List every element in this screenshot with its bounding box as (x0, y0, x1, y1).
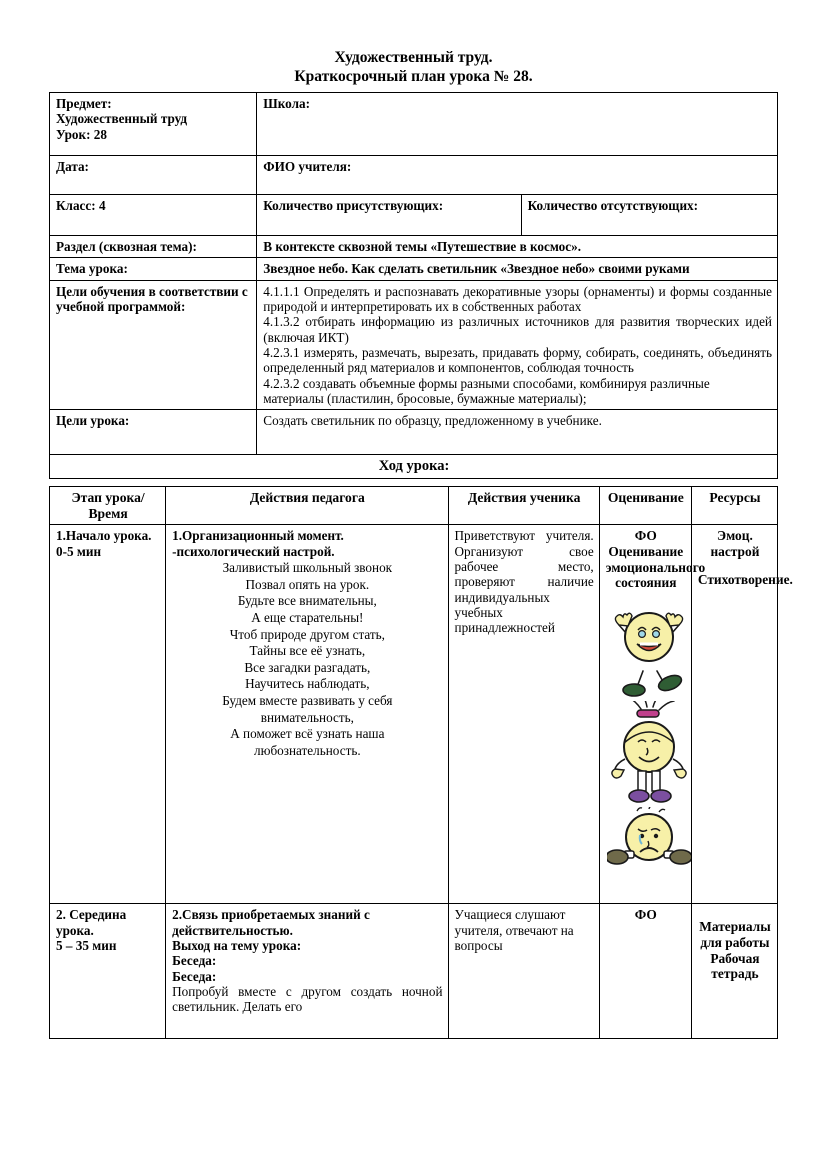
objective-item: 4.1.3.2 отбирать информацию из различных источников для развития творческих идей (включая ИКТ) (263, 314, 772, 345)
poem-line: А поможет всё узнать наша (230, 726, 385, 742)
title-line-2: Краткосрочный план урока № 28. (294, 68, 533, 85)
subject-label: Предмет: (56, 96, 112, 111)
resource-item: Рабочая тетрадь (710, 950, 760, 982)
assessment-code: ФО (634, 907, 657, 923)
stage-time: 0-5 мин (56, 543, 102, 559)
resource-item: Эмоц. настрой (710, 528, 760, 560)
student-actions-text: Учащиеся слушают учителя, отвечают на вопросы (454, 907, 574, 954)
table-header-row (50, 486, 778, 525)
poem-block (172, 560, 442, 760)
table-row (50, 258, 778, 280)
objective-item: 4.2.3.2 создавать объемные формы разными способами, комбинируя различные материалы (пластилин, бросовые, бумажные материалы); (263, 375, 710, 406)
lesson-goals-label-cell (50, 410, 257, 455)
table-spacer (49, 479, 778, 486)
table-row (50, 904, 778, 1039)
lesson-goals-label: Цели урока: (56, 413, 130, 429)
section-label: Раздел (сквозная тема): (56, 239, 197, 254)
teacher-name-label: ФИО учителя: (263, 159, 352, 174)
assessment-text: Оценивание эмоционального состояния (605, 544, 706, 591)
teacher-name-cell (257, 156, 778, 195)
stage-cell (50, 525, 166, 904)
absent-count-label: Количество отсутствующих: (527, 198, 699, 213)
poem-line: Тайны все её узнать, (249, 643, 366, 659)
subject-cell (50, 93, 257, 156)
column-header-stage: Этап урока/ Время (50, 486, 166, 525)
student-actions-cell (448, 904, 599, 1039)
resource-item: Стихотворение. (697, 571, 793, 587)
teacher-actions-cell (166, 904, 448, 1039)
objective-item: 4.2.3.1 измерять, размечать, вырезать, придавать форму, собирать, соединять, объединять определенный ряд материалов и компонентов, соблюдая точность (263, 344, 772, 376)
teacher-subheading: Выход на тему урока: (172, 938, 302, 954)
stage-name: 1.Начало урока. (56, 528, 152, 544)
teacher-heading: 1.Организационный момент. (172, 528, 344, 544)
resources-cell (691, 525, 793, 904)
resource-item: Материалы для работы (699, 919, 771, 951)
poem-line: внимательность, (260, 709, 354, 725)
poem-line: Позвал опять на урок. (245, 576, 370, 592)
sad-character-icon (607, 807, 691, 871)
poem-line: Чтоб природе другом стать, (229, 626, 385, 642)
course-header-cell (50, 455, 778, 479)
mood-illustrations (606, 597, 692, 871)
poem-line: Будьте все внимательны, (237, 593, 377, 609)
objective-item: 4.1.1.1 Определять и распознавать декоративные узоры (орнаменты) и формы созданные природой и интерпретировать их в собственных работах (263, 283, 772, 314)
poem-line: любознательность. (254, 742, 361, 758)
column-header-assessment: Оценивание (599, 486, 691, 525)
column-header-teacher: Действия педагога (166, 486, 448, 525)
column-header-resources: Ресурсы (691, 486, 777, 525)
resource-spacer (698, 907, 772, 919)
objectives-label-cell (50, 280, 257, 410)
student-actions-cell (448, 525, 599, 904)
topic-value: Звездное небо. Как сделать светильник «Звездное небо» своими руками (263, 261, 690, 277)
table-row (50, 156, 778, 195)
topic-label-cell (50, 258, 257, 280)
teacher-talk-heading: Беседа: (172, 953, 217, 969)
teacher-body-text: Попробуй вместе с другом создать ночной светильник. Делать его (172, 984, 443, 1015)
date-cell (50, 156, 257, 195)
lesson-course-table (49, 486, 793, 1040)
objectives-label: Цели обучения в соответствии с учебной программой: (56, 283, 248, 314)
title-line-1: Художественный труд. (334, 49, 493, 66)
resource-spacer (698, 560, 772, 572)
course-header: Ход урока: (378, 458, 450, 475)
resources-cell (691, 904, 777, 1039)
lesson-info-table (49, 92, 778, 479)
present-count-cell (257, 195, 521, 236)
subject-value: Художественный труд (56, 111, 188, 127)
poem-line: Научитесь наблюдать, (245, 676, 370, 692)
stage-time: 5 – 35 мин (56, 938, 117, 954)
teacher-heading: 2.Связь приобретаемых знаний с действительностью. (172, 907, 370, 938)
section-value-cell (257, 236, 778, 258)
assessment-cell (599, 904, 691, 1039)
section-label-cell (50, 236, 257, 258)
class-cell (50, 195, 257, 236)
present-count-label: Количество присутствующих: (263, 198, 444, 213)
calm-character-icon (607, 701, 691, 807)
lesson-goals-value-cell (257, 410, 778, 455)
assessment-cell (599, 525, 706, 904)
teacher-subheading: -психологический настрой. (172, 543, 335, 559)
teacher-talk-heading-2: Беседа: (172, 968, 217, 984)
table-row (50, 525, 778, 904)
school-cell (257, 93, 778, 156)
page-title (49, 48, 778, 86)
column-header-student: Действия ученика (448, 486, 599, 525)
stage-name: 2. Середина урока. (56, 907, 127, 938)
poem-line: Будем вместе развивать у себя (222, 693, 393, 709)
class-label: Класс: 4 (56, 198, 106, 213)
school-label: Школа: (263, 96, 310, 111)
date-label: Дата: (56, 159, 89, 174)
poem-line: Все загадки разгадать, (244, 659, 371, 675)
lesson-goals-value: Создать светильник по образцу, предложенному в учебнике. (263, 413, 602, 429)
lesson-number: Урок: 28 (56, 126, 107, 142)
section-value: В контексте сквозной темы «Путешествие в космос». (263, 239, 582, 254)
topic-label: Тема урока: (56, 261, 128, 277)
table-row (50, 280, 778, 410)
objectives-value-cell (257, 280, 778, 410)
absent-count-cell (521, 195, 777, 236)
table-row (50, 236, 778, 258)
topic-value-cell (257, 258, 778, 280)
table-row (50, 455, 778, 479)
teacher-actions-cell (166, 525, 448, 904)
poem-line: Заливистый школьный звонок (222, 560, 393, 576)
stage-cell (50, 904, 166, 1039)
table-row (50, 410, 778, 455)
table-row (50, 195, 778, 236)
table-row (50, 93, 778, 156)
poem-line: А еще старательны! (251, 609, 364, 625)
happy-character-icon (607, 597, 691, 701)
student-actions-text: Приветствуют учителя. Организуют свое рабочее место, проверяют наличие индивидуальных учебных принадлежностей (454, 528, 594, 636)
assessment-code: ФО (634, 528, 657, 544)
